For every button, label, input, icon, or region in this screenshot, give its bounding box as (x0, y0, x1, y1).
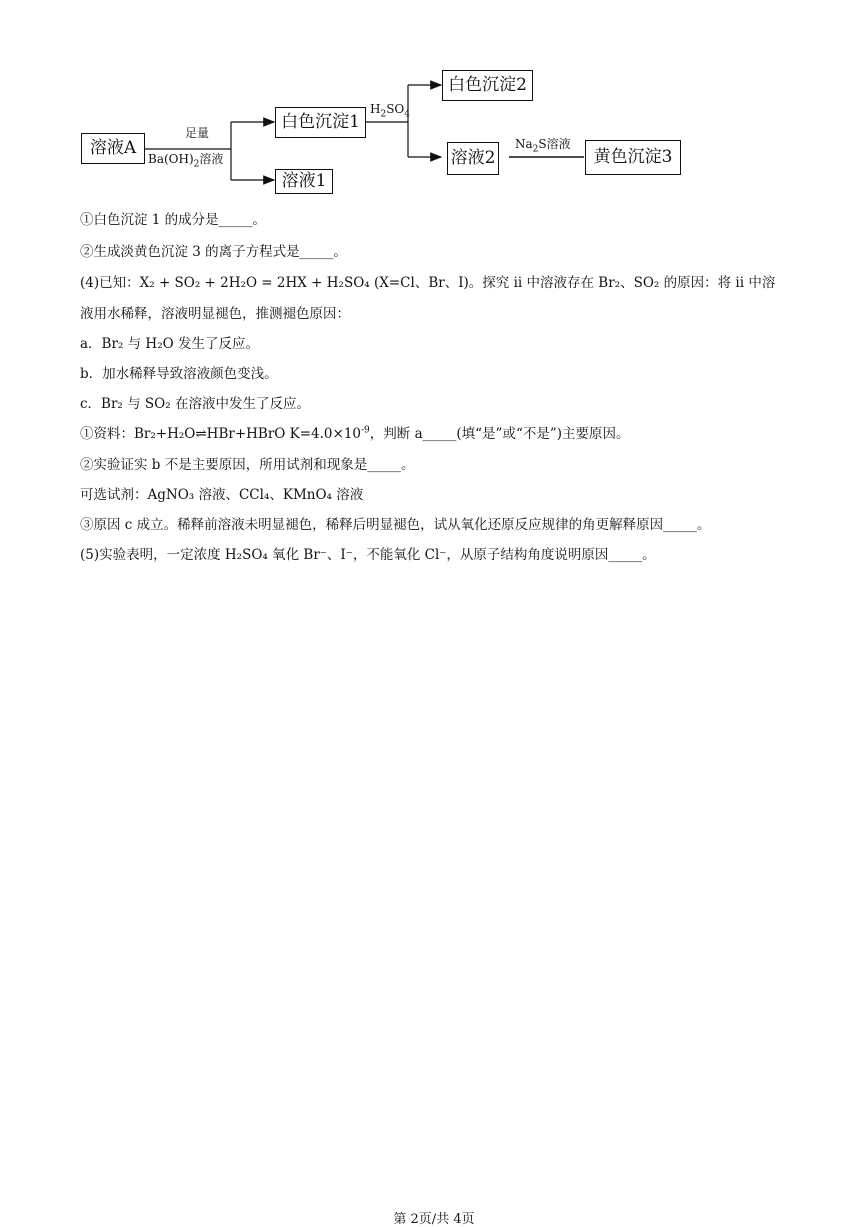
part-4-post: (X=Cl、Br、I)。探究 ii 中溶液存在 Br₂、SO₂ 的原因：将 ii 中溶 (369, 275, 776, 291)
reagent-bottom-post: 溶液 (199, 152, 224, 166)
hypothesis-b: b．加水稀释导致溶液颜色变浅。 (80, 366, 278, 382)
h2so4-sub2: 4 (404, 109, 410, 120)
question-2: ②生成淡黄色沉淀 3 的离子方程式是_____。 (80, 244, 347, 260)
subquestion-1 (80, 422, 630, 442)
box-white-precipitate-1: 白色沉淀1 (275, 107, 366, 138)
h2so4-h: H (370, 102, 381, 116)
equilibrium-arrow: ⇌ (195, 426, 207, 442)
reaction-equation: X₂ + SO₂ + 2H₂O = 2HX + H₂SO₄ (139, 275, 370, 291)
page-footer: 第 2页/共 4页 (393, 1212, 475, 1227)
box-solution-a: 溶液A (81, 133, 145, 164)
box-solution-2: 溶液2 (447, 142, 499, 175)
na2s-sub: 2 (532, 144, 539, 155)
subquestion-1-post: ，判断 a_____(填“是”或“不是”)主要原因。 (369, 426, 630, 442)
box-yellow-precipitate-3: 黄色沉淀3 (585, 140, 681, 175)
na2s-post: S溶液 (538, 137, 571, 151)
part-5: (5)实验表明，一定浓度 H₂SO₄ 氧化 Br⁻、I⁻，不能氧化 Cl⁻，从原子结构角度说明原因_____。 (80, 547, 656, 563)
diagram-connectors (0, 0, 868, 200)
h2so4-so: SO (386, 102, 405, 116)
exponent: -9 (361, 425, 370, 436)
hypothesis-c: c．Br₂ 与 SO₂ 在溶液中发生了反应。 (80, 396, 310, 412)
box-solution-1: 溶液1 (275, 169, 333, 194)
box-white-precipitate-2: 白色沉淀2 (442, 70, 533, 101)
subquestion-1-pre: ①资料：Br₂+H₂O (80, 426, 196, 442)
part-4-pre: (4)已知： (80, 275, 140, 291)
subquestion-3: ③原因 c 成立。稀释前溶液未明显褪色，稀释后明显褪色，试从氧化还原反应规律的角更解释原因_____。 (80, 517, 711, 533)
subquestion-1-mid: HBr+HBrO K=4.0×10 (206, 426, 361, 442)
reagent-bottom-sub: 2 (193, 159, 200, 170)
subquestion-2: ②实验证实 b 不是主要原因，所用试剂和现象是_____。 (80, 457, 415, 473)
part-4-intro (80, 271, 775, 291)
h2so4-sub1: 2 (380, 109, 387, 120)
part-4-line-2: 液用水稀释，溶液明显褪色，推测褪色原因： (80, 306, 350, 322)
hypothesis-a: a．Br₂ 与 H₂O 发生了反应。 (80, 336, 259, 352)
available-reagents: 可选试剂：AgNO₃ 溶液、CCl₄、KMnO₄ 溶液 (80, 487, 364, 503)
h2so4-label (370, 102, 410, 120)
flow-diagram (0, 0, 868, 200)
reagent-bottom-label (148, 152, 224, 170)
reagent-bottom-pre: Ba(OH) (148, 152, 194, 166)
reagent-top-label: 足量 (185, 126, 210, 140)
question-1: ①白色沉淀 1 的成分是_____。 (80, 212, 266, 228)
na2s-pre: Na (515, 137, 533, 151)
na2s-label (515, 137, 571, 155)
